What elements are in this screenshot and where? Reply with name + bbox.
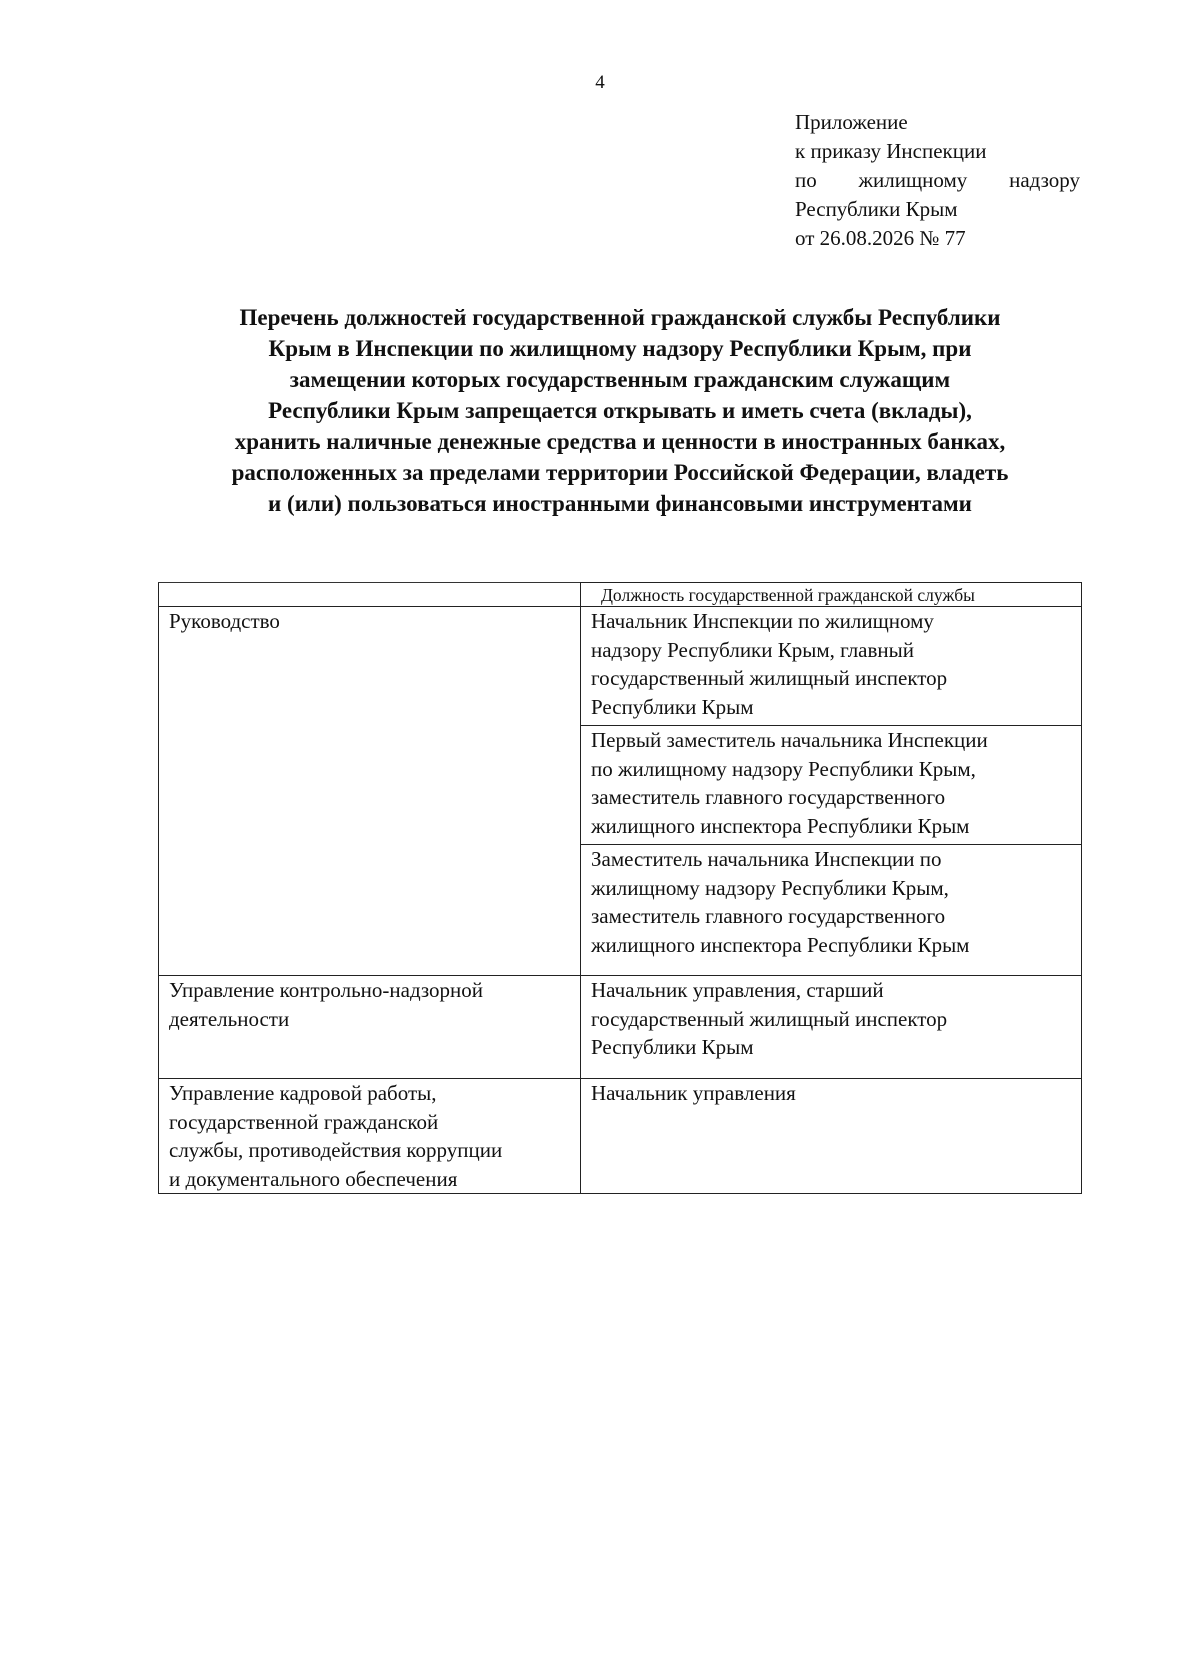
header-cell-empty xyxy=(159,583,581,607)
position-line: Заместитель начальника Инспекции по xyxy=(591,847,942,871)
position-cell xyxy=(581,845,1082,976)
table-header-row xyxy=(159,583,1082,607)
position-line: жилищному надзору Республики Крым, xyxy=(591,875,949,900)
department-name: Управление контрольно-надзорной xyxy=(169,978,484,1002)
table-row xyxy=(159,1079,1082,1194)
position-line: жилищного инспектора Республики Крым xyxy=(591,813,970,838)
table-row xyxy=(159,976,1082,1079)
position-line: жилищного инспектора Республики Крым xyxy=(591,932,970,957)
position-line: надзору Республики Крым, главный xyxy=(591,637,914,662)
appendix-line: Республики Крым xyxy=(795,197,958,221)
position-cell xyxy=(581,1079,1082,1194)
position-line: Республики Крым xyxy=(591,694,754,719)
position-line: Начальник управления xyxy=(591,1081,796,1105)
title-line: Республики Крым запрещается открывать и иметь счета (вклады), xyxy=(268,398,972,423)
appendix-word: по xyxy=(795,168,817,192)
title-line: хранить наличные денежные средства и ценности в иностранных банках, xyxy=(234,429,1006,454)
department-cell xyxy=(159,607,581,976)
department-name: Управление кадровой работы, xyxy=(169,1081,437,1105)
appendix-line: Приложение xyxy=(795,110,908,134)
appendix-line-justified xyxy=(795,166,1080,195)
positions-table xyxy=(158,582,1082,1194)
title-line: Перечень должностей государственной гражданской службы Республики xyxy=(239,305,1001,330)
position-line: государственный жилищный инспектор xyxy=(591,666,948,690)
appendix-block xyxy=(795,108,1080,253)
department-name: и документального обеспечения xyxy=(169,1166,458,1191)
title-line: расположенных за пределами территории Российской Федерации, владеть xyxy=(231,460,1009,485)
position-cell xyxy=(581,976,1082,1079)
position-line: заместитель главного государственного xyxy=(591,785,946,809)
position-cell xyxy=(581,607,1082,726)
appendix-line: к приказу Инспекции xyxy=(795,139,987,163)
department-name: деятельности xyxy=(169,1006,290,1031)
department-cell xyxy=(159,976,581,1079)
position-line: государственный жилищный инспектор xyxy=(591,1006,948,1031)
appendix-word: надзору xyxy=(1009,168,1080,192)
header-cell-position: Должность государственной гражданской службы xyxy=(581,583,1082,607)
position-line: Первый заместитель начальника Инспекции xyxy=(591,728,988,752)
table-row xyxy=(159,607,1082,726)
title-line: Крым в Инспекции по жилищному надзору Республики Крым, при xyxy=(268,336,972,361)
department-name: государственной гражданской xyxy=(169,1109,439,1134)
department-name: Руководство xyxy=(169,609,280,633)
position-line: Республики Крым xyxy=(591,1035,754,1059)
position-line: заместитель главного государственного xyxy=(591,904,946,928)
page-number: 4 xyxy=(595,72,605,93)
position-line: Начальник управления, старший xyxy=(591,978,884,1002)
appendix-word: жилищному xyxy=(858,168,968,192)
appendix-order-date: от 26.08.2026 № 77 xyxy=(795,226,966,250)
title-line: замещении которых государственным гражданским служащим xyxy=(289,367,951,392)
position-cell xyxy=(581,726,1082,845)
department-cell xyxy=(159,1079,581,1194)
title-line: и (или) пользоваться иностранными финансовыми инструментами xyxy=(268,491,972,516)
department-name: службы, противодействия коррупции xyxy=(169,1138,503,1162)
position-line: по жилищному надзору Республики Крым, xyxy=(591,756,976,781)
document-title xyxy=(140,302,1100,519)
position-line: Начальник Инспекции по жилищному xyxy=(591,609,934,633)
